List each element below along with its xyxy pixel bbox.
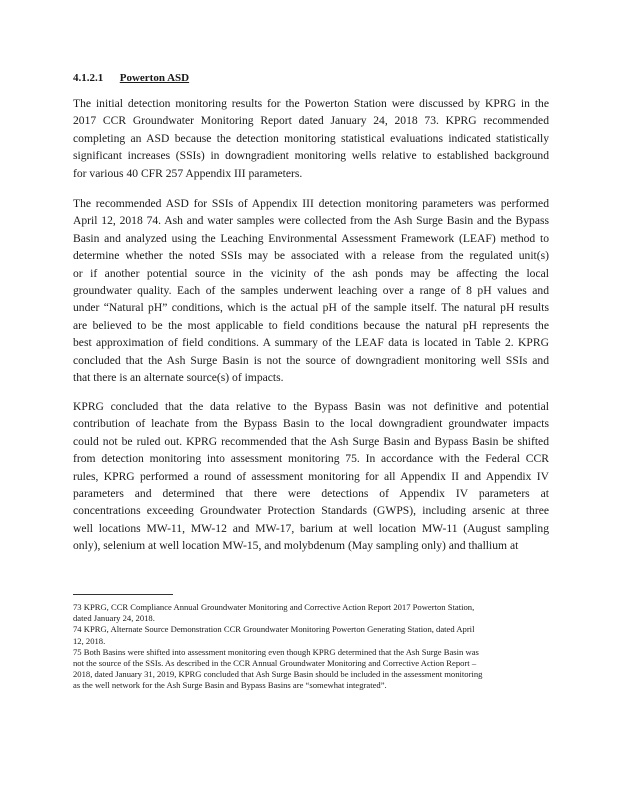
footnotes — [73, 602, 563, 692]
paragraph-2 — [73, 195, 549, 386]
text-line: concluded that the Ash Surge Basin is not the source of downgradient monitoring well SSIs and — [73, 353, 549, 367]
text-line: rules, KPRG performed a round of assessment monitoring for all Appendix II and Appendix IV — [73, 469, 549, 483]
text-line: groundwater quality. Each of the samples underwent leaching over a range of 8 pH values and — [73, 283, 549, 297]
text-line: could not be ruled out. KPRG recommended that the Ash Surge Basin and Bypass Basin be shifted — [73, 434, 549, 448]
paragraph-3 — [73, 398, 549, 555]
footnote-line: 12, 2018. — [73, 635, 106, 646]
footnote-line: 74 KPRG, Alternate Source Demonstration CCR Groundwater Monitoring Powerton Generating Station, dated April — [73, 624, 475, 635]
text-line: concentrations exceeding Groundwater Protection Standards (GWPS), including arsenic at three — [73, 504, 549, 518]
footnote-divider — [73, 594, 173, 595]
text-line: parameters and determined that there were detections of Appendix IV parameters at — [73, 486, 549, 500]
text-line: April 12, 2018 74. Ash and water samples were collected from the Ash Surge Basin and the Bypass — [73, 214, 549, 228]
section-heading — [73, 72, 189, 84]
text-line: from detection monitoring into assessment monitoring 75. In accordance with the Federal CCR — [73, 452, 549, 466]
text-line: under “Natural pH” conditions, which is the actual pH of the sample itself. The natural pH results — [73, 301, 549, 315]
footnote-line: not the source of the SSIs. As described in the CCR Annual Groundwater Monitoring and Corrective Action Report – — [73, 657, 477, 668]
text-line: determine whether the noted SSIs may be associated with a release from the regulated unit(s) — [73, 249, 549, 263]
section-title: Powerton ASD — [119, 72, 190, 84]
text-line: KPRG concluded that the data relative to the Bypass Basin was not definitive and potential — [73, 400, 549, 413]
text-line: best approximation of field conditions. A summary of the LEAF data is located in Table 2. KPRG — [73, 336, 549, 350]
footnote-line: 73 KPRG, CCR Compliance Annual Groundwater Monitoring and Corrective Action Report 2017 Powerton Station, — [73, 602, 475, 612]
section-number: 4.1.2.1 — [73, 72, 104, 84]
text-line: completing an ASD because the detection monitoring statistical evaluations indicated statistically — [73, 131, 549, 145]
paragraph-1 — [73, 95, 549, 182]
text-line: for various 40 CFR 257 Appendix III parameters. — [73, 166, 303, 180]
footnote-line: dated January 24, 2018. — [73, 613, 155, 624]
text-line: The recommended ASD for SSIs of Appendix III detection monitoring parameters was performed — [73, 197, 549, 210]
text-line: contribution of leachate from the Bypass Basin to the local downgradient groundwater impacts — [73, 417, 549, 431]
text-line: The initial detection monitoring results for the Powerton Station were discussed by KPRG in the — [73, 97, 549, 110]
text-line: are believed to be the most applicable to field conditions because the natural pH represents the — [73, 318, 549, 332]
text-line: 2017 CCR Groundwater Monitoring Report dated January 24, 2018 73. KPRG recommended — [73, 114, 549, 128]
text-line: Basin and analyzed using the Leaching Environmental Assessment Framework (LEAF) method to — [73, 231, 549, 245]
text-line: only), selenium at well location MW-15, and molybdenum (May sampling only) and thallium at — [73, 539, 519, 553]
footnote-line: 75 Both Basins were shifted into assessment monitoring even though KPRG determined that the Ash Surge Basin was — [73, 646, 479, 657]
text-line: significant increases (SSIs) in downgradient monitoring wells relative to established background — [73, 149, 549, 163]
text-line: well locations MW-11, MW-12 and MW-17, barium at well location MW-11 (August sampling — [73, 521, 549, 535]
text-line: or if another potential source in the vicinity of the ash ponds may be affecting the local — [73, 266, 549, 280]
text-line: that there is an alternate source(s) of impacts. — [73, 370, 284, 384]
footnote-line: as the well network for the Ash Surge Basin and Bypass Basins are “somewhat integrated”. — [73, 680, 387, 691]
footnote-line: 2018, dated January 31, 2019, KPRG concluded that Ash Surge Basin should be included in the assessment monitoring — [73, 669, 483, 680]
